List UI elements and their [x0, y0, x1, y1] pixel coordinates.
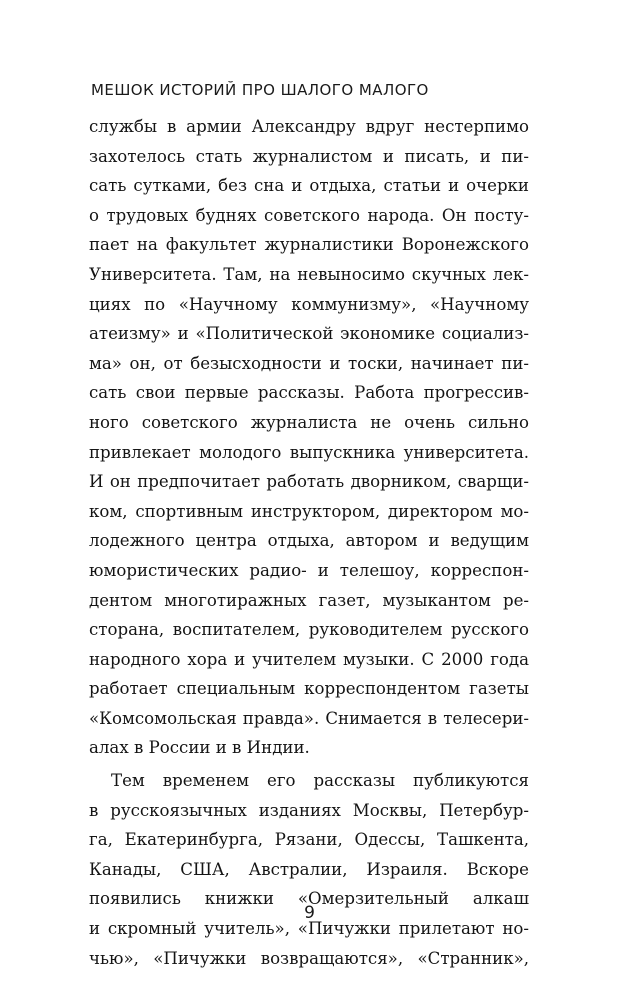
- body-text: [89, 112, 529, 973]
- text-line: и скромный учитель», «Пичужки прилетают но-: [89, 919, 529, 939]
- text-line: работает специальным корреспондентом газеты: [89, 679, 529, 699]
- text-line: Университета. Там, на невыносимо скучных лек-: [89, 264, 529, 284]
- text-line: сторана, воспитателем, руководителем русского: [89, 620, 529, 640]
- text-line: чью», «Пичужки возвращаются», «Странник»,: [89, 948, 529, 968]
- paragraph: [89, 112, 529, 763]
- text-line: га, Екатеринбурга, Рязани, Одессы, Ташкента,: [89, 830, 529, 850]
- text-line: алах в России и в Индии.: [89, 738, 310, 758]
- text-line: появились книжки «Омерзительный алкаш: [89, 889, 529, 909]
- paragraph: [89, 766, 529, 973]
- text-line: ного советского журналиста не очень сильно: [89, 412, 529, 432]
- text-line: народного хора и учителем музыки. С 2000 года: [89, 649, 529, 669]
- text-line: ком, спортивным инструктором, директором мо-: [89, 501, 529, 521]
- text-line: службы в армии Александру вдруг нестерпимо: [89, 117, 529, 136]
- running-head: МЕШОК ИСТОРИЙ ПРО ШАЛОГО МАЛОГО: [91, 81, 429, 99]
- text-line: захотелось стать журналистом и писать, и пи-: [89, 146, 529, 166]
- text-line: в русскоязычных изданиях Москвы, Петербур-: [89, 800, 529, 820]
- text-line: пает на факультет журналистики Воронежского: [89, 235, 529, 255]
- text-line: сать сутками, без сна и отдыха, статьи и очерки: [89, 176, 529, 196]
- text-line: «Комсомольская правда». Снимается в телесери-: [89, 708, 529, 728]
- text-line: ма» он, от безысходности и тоски, начинает пи-: [89, 353, 529, 373]
- text-line: циях по «Научному коммунизму», «Научному: [89, 294, 529, 314]
- text-line: дентом многотиражных газет, музыкантом ре-: [89, 590, 529, 610]
- text-line: лодежного центра отдыха, автором и ведущим: [89, 531, 529, 551]
- text-line: юмористических радио- и телешоу, корреспон-: [89, 560, 529, 580]
- text-line: сать свои первые рассказы. Работа прогрессив-: [89, 383, 529, 403]
- text-line: привлекает молодого выпускника университета.: [89, 442, 529, 462]
- page-number: 9: [304, 903, 315, 923]
- text-line: И он предпочитает работать дворником, сварщи-: [89, 472, 529, 492]
- text-line: о трудовых буднях советского народа. Он посту-: [89, 205, 529, 225]
- text-line: Тем временем его рассказы публикуются: [111, 771, 529, 791]
- text-line: Канады, США, Австралии, Израиля. Вскоре: [89, 859, 529, 879]
- text-line: атеизму» и «Политической экономике социализ-: [89, 324, 529, 344]
